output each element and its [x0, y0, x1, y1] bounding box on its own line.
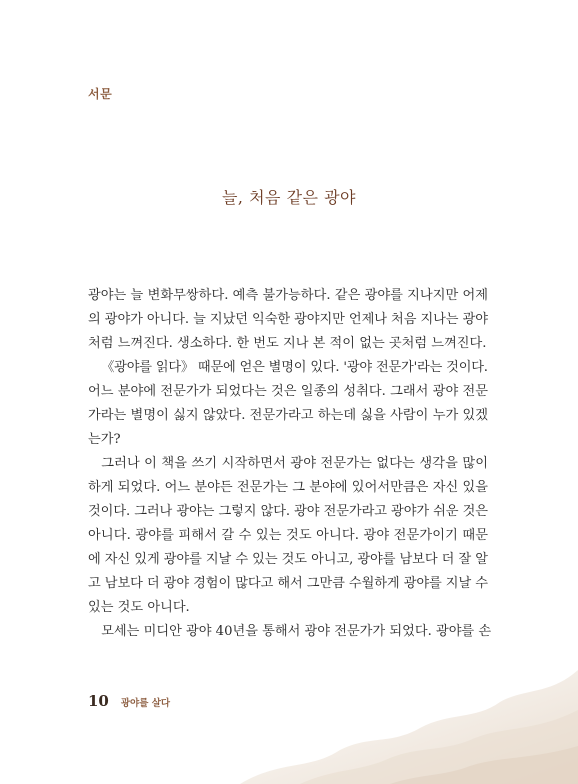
- chapter-title: 늘, 처음 같은 광야: [221, 188, 357, 207]
- body-line: 고 남보다 더 광야 경험이 많다고 해서 그만큼 수월하게 광야를 지날 수: [88, 576, 488, 591]
- body-line: 하게 되었다. 어느 분야든 전문가는 그 분야에 있어서만큼은 자신 있을: [88, 480, 489, 495]
- body-line: 의 광야가 아니다. 늘 지났던 익숙한 광야지만 언제나 처음 지나는 광야: [88, 312, 488, 327]
- body-line: 《광야를 읽다》 때문에 얻은 별명이 있다. '광야 전문가'라는 것이다.: [101, 360, 488, 375]
- body-line: 것이다. 그러나 광야는 그렇지 않다. 광야 전문가라고 광야가 쉬운 것은: [88, 504, 488, 519]
- body-line: 에 자신 있게 광야를 지날 수 있는 것도 아니고, 광야를 남보다 더 잘 알: [88, 552, 488, 567]
- page-number: 10: [88, 692, 109, 710]
- body-line: 모세는 미디안 광야 40년을 통해서 광야 전문가가 되었다. 광야를 손: [101, 624, 492, 639]
- body-line: 광야는 늘 변화무쌍하다. 예측 불가능하다. 같은 광야를 지나지만 어제: [88, 288, 489, 303]
- body-line: 있는 것도 아니다.: [88, 600, 190, 615]
- body-text: [88, 284, 492, 644]
- body-line: 처럼 느껴진다. 생소하다. 한 번도 지나 본 적이 없는 곳처럼 느껴진다.: [88, 336, 487, 351]
- page-footer: [88, 692, 170, 710]
- body-line: 그러나 이 책을 쓰기 시작하면서 광야 전문가는 없다는 생각을 많이: [101, 456, 489, 471]
- body-line: 가라는 별명이 싫지 않았다. 전문가라고 하는데 싫을 사람이 누가 있겠: [88, 408, 489, 423]
- body-line: 아니다. 광야를 피해서 갈 수 있는 것도 아니다. 광야 전문가이기 때문: [88, 528, 489, 543]
- section-label: 서문: [88, 87, 113, 101]
- body-line: 어느 분야에 전문가가 되었다는 것은 일종의 성취다. 그래서 광야 전문: [88, 384, 489, 399]
- running-title: 광야를 살다: [120, 698, 171, 709]
- body-line: 는가?: [88, 432, 121, 447]
- decorative-texture: [240, 650, 578, 784]
